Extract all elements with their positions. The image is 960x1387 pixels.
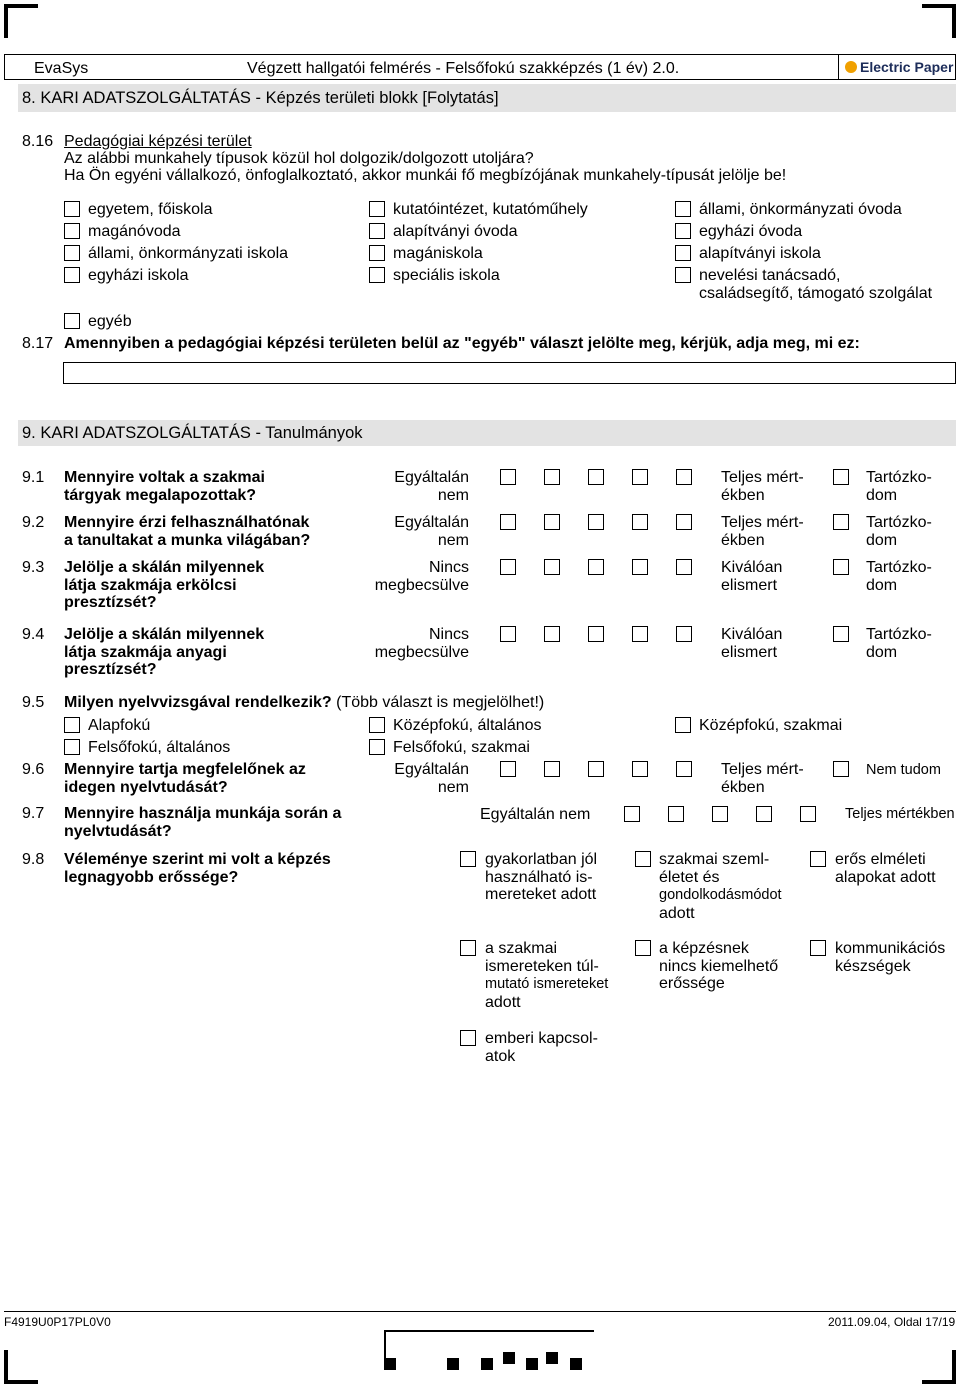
date-and-page: 2011.09.04, Oldal 17/19: [828, 1315, 956, 1329]
q91-scale-4[interactable]: [632, 469, 648, 485]
option-label: Felsőfokú, szakmai: [393, 739, 530, 756]
q97-text: Mennyire használja munkája során a nyelvtudását?: [64, 805, 342, 840]
q92-scale-right: Teljes mért- ékben: [721, 514, 804, 549]
q96-number: 9.6: [22, 761, 45, 778]
q98-option-3-checkbox[interactable]: [810, 851, 826, 867]
checkbox-maganiskola[interactable]: [369, 245, 385, 261]
q91-text: Mennyire voltak a szakmai tárgyak megalapozottak?: [64, 469, 265, 504]
q96-scale-4[interactable]: [632, 761, 648, 777]
q96-scale-right: Teljes mért- ékben: [721, 761, 804, 796]
q91-scale-2[interactable]: [544, 469, 560, 485]
q94-na-label: Tartózko- dom: [866, 626, 932, 661]
q98-option-6-label: kommunikációs készségek: [835, 940, 946, 975]
q96-text: Mennyire tartja megfelelőnek az idegen nyelvtudását?: [64, 761, 306, 796]
q91-scale-1[interactable]: [500, 469, 516, 485]
q94-scale-left: Nincs megbecsülve: [374, 626, 469, 661]
q94-scale-2[interactable]: [544, 626, 560, 642]
q97-scale-5[interactable]: [800, 806, 816, 822]
option-label: egyéb: [88, 313, 132, 330]
checkbox-alapitvanyi-iskola[interactable]: [675, 245, 691, 261]
q93-scale-5[interactable]: [676, 559, 692, 575]
option-label: Középfokú, szakmai: [699, 717, 843, 734]
option-label: egyetem, főiskola: [88, 201, 213, 218]
corner-mark-top-left: [4, 4, 38, 38]
q96-scale-left: Egyáltalán nem: [394, 761, 469, 796]
q92-scale-left: Egyáltalán nem: [394, 514, 469, 549]
checkbox-specialis-iskola[interactable]: [369, 267, 385, 283]
q93-na-label: Tartózko- dom: [866, 559, 932, 594]
q92-na-checkbox[interactable]: [833, 514, 849, 530]
option-label: magániskola: [393, 245, 483, 262]
q92-number: 9.2: [22, 514, 45, 531]
q98-option-3-label: erős elméleti alapokat adott: [835, 851, 936, 886]
q93-scale-3[interactable]: [588, 559, 604, 575]
q817-question: Amennyiben a pedagógiai képzési területen belül az "egyéb" választ jelölte meg, kérjük, adja meg, mi ez:: [64, 335, 860, 352]
q98-text: Véleménye szerint mi volt a képzés legnagyobb erőssége?: [64, 851, 331, 886]
checkbox-egyetem[interactable]: [64, 201, 80, 217]
corner-mark-bottom-right: [922, 1350, 956, 1384]
q93-scale-4[interactable]: [632, 559, 648, 575]
q91-na-label: Tartózko- dom: [866, 469, 932, 504]
checkbox-egyhazi-iskola[interactable]: [64, 267, 80, 283]
q92-scale-3[interactable]: [588, 514, 604, 530]
q816-instruction: Ha Ön egyéni vállalkozó, önfoglalkoztató, akkor munkái fő megbízójának munkahely-típusát jelölje be!: [64, 167, 787, 184]
q816-title: Pedagógiai képzési terület: [64, 133, 252, 150]
q98-option-5-checkbox[interactable]: [635, 940, 651, 956]
section-8-title: 8. KARI ADATSZOLGÁLTATÁS - Képzés területi blokk [Folytatás]: [22, 89, 499, 107]
q92-scale-1[interactable]: [500, 514, 516, 530]
q93-scale-left: Nincs megbecsülve: [374, 559, 469, 594]
q97-scale-1[interactable]: [624, 806, 640, 822]
footer-rule: [4, 1311, 956, 1312]
option-label: magánóvoda: [88, 223, 181, 240]
survey-title: Végzett hallgatói felmérés - Felsőfokú szakképzés (1 év) 2.0.: [247, 60, 680, 77]
q97-scale-4[interactable]: [756, 806, 772, 822]
q93-text: Jelölje a skálán milyennek látja szakmája erkölcsi presztízsét?: [64, 559, 265, 611]
q98-option-4-checkbox[interactable]: [460, 940, 476, 956]
q91-scale-right: Teljes mért- ékben: [721, 469, 804, 504]
q94-scale-1[interactable]: [500, 626, 516, 642]
q98-option-5-label: a képzésnek nincs kiemelhető erőssége: [659, 940, 779, 992]
q98-option-2-label: szakmai szeml- életet és gondolkodásmódot adott: [659, 851, 782, 922]
option-label: állami, önkormányzati óvoda: [699, 201, 902, 218]
q94-number: 9.4: [22, 626, 45, 643]
q94-text: Jelölje a skálán milyennek látja szakmája anyagi presztízsét?: [64, 626, 265, 678]
q93-scale-right: Kiválóan elismert: [721, 559, 783, 594]
checkbox-felsofoku-altalanos[interactable]: [64, 739, 80, 755]
option-label: speciális iskola: [393, 267, 500, 284]
q97-scale-left: Egyáltalán nem: [480, 806, 591, 823]
header-frame: [4, 54, 838, 80]
q98-option-7-checkbox[interactable]: [460, 1030, 476, 1046]
q98-option-1-checkbox[interactable]: [460, 851, 476, 867]
form-code: F4919U0P17PL0V0: [4, 1315, 111, 1329]
section-9-title: 9. KARI ADATSZOLGÁLTATÁS - Tanulmányok: [22, 424, 363, 442]
checkbox-nevelesi-tanacsado[interactable]: [675, 267, 691, 283]
checkbox-maganovoda[interactable]: [64, 223, 80, 239]
option-label: családsegítő, támogató szolgálat: [699, 285, 933, 302]
q96-na-checkbox[interactable]: [833, 761, 849, 777]
q97-scale-3[interactable]: [712, 806, 728, 822]
q817-text-input[interactable]: [63, 362, 956, 384]
q816-number: 8.16: [22, 133, 54, 150]
checkbox-kutatointezet[interactable]: [369, 201, 385, 217]
q93-scale-2[interactable]: [544, 559, 560, 575]
q94-scale-right: Kiválóan elismert: [721, 626, 783, 661]
q96-scale-3[interactable]: [588, 761, 604, 777]
q91-scale-5[interactable]: [676, 469, 692, 485]
q92-na-label: Tartózko- dom: [866, 514, 932, 549]
q92-scale-5[interactable]: [676, 514, 692, 530]
checkbox-alapitvanyi-ovoda[interactable]: [369, 223, 385, 239]
q817-number: 8.17: [22, 335, 54, 352]
q98-option-4-label: a szakmai ismereteken túl- mutató ismereteket adott: [485, 940, 609, 1011]
corner-mark-bottom-left: [4, 1350, 38, 1384]
option-label: Felsőfokú, általános: [88, 739, 231, 756]
option-label: egyházi óvoda: [699, 223, 803, 240]
option-label: Alapfokú: [88, 717, 151, 734]
checkbox-alapfoku[interactable]: [64, 717, 80, 733]
electric-paper-logo: Electric Paper: [838, 54, 956, 80]
option-label: állami, önkormányzati iskola: [88, 245, 289, 262]
q97-scale-right: Teljes mértékben: [845, 806, 955, 822]
q93-scale-1[interactable]: [500, 559, 516, 575]
checkbox-kozepfoku-szakmai[interactable]: [675, 717, 691, 733]
checkbox-egyeb[interactable]: [64, 313, 80, 329]
corner-mark-top-right: [922, 4, 956, 38]
q816-question: Az alábbi munkahely típusok közül hol dolgozik/dolgozott utoljára?: [64, 150, 534, 167]
q91-scale-3[interactable]: [588, 469, 604, 485]
q98-number: 9.8: [22, 851, 45, 868]
q92-scale-4[interactable]: [632, 514, 648, 530]
scan-code-marks: [384, 1330, 594, 1370]
option-label: nevelési tanácsadó,: [699, 267, 841, 284]
q98-option-7-label: emberi kapcsol- atok: [485, 1030, 598, 1065]
checkbox-felsofoku-szakmai[interactable]: [369, 739, 385, 755]
option-label: egyházi iskola: [88, 267, 189, 284]
q96-scale-2[interactable]: [544, 761, 560, 777]
q97-number: 9.7: [22, 805, 45, 822]
q93-number: 9.3: [22, 559, 45, 576]
q91-number: 9.1: [22, 469, 45, 486]
q96-scale-1[interactable]: [500, 761, 516, 777]
option-label: alapítványi iskola: [699, 245, 821, 262]
q98-option-6-checkbox[interactable]: [810, 940, 826, 956]
q96-na-label: Nem tudom: [866, 762, 941, 778]
q92-scale-2[interactable]: [544, 514, 560, 530]
q92-text: Mennyire érzi felhasználhatónak a tanultakat a munka világában?: [64, 514, 311, 549]
option-label: alapítványi óvoda: [393, 223, 518, 240]
option-label: Középfokú, általános: [393, 717, 542, 734]
q91-scale-left: Egyáltalán nem: [394, 469, 469, 504]
q97-scale-2[interactable]: [668, 806, 684, 822]
q98-option-1-label: gyakorlatban jól használható is- mereteket adott: [485, 851, 598, 903]
q98-option-2-checkbox[interactable]: [635, 851, 651, 867]
q91-na-checkbox[interactable]: [833, 469, 849, 485]
app-name: EvaSys: [34, 60, 89, 77]
q96-scale-5[interactable]: [676, 761, 692, 777]
q93-na-checkbox[interactable]: [833, 559, 849, 575]
q94-na-checkbox[interactable]: [833, 626, 849, 642]
q94-scale-3[interactable]: [588, 626, 604, 642]
checkbox-allami-ovoda[interactable]: [675, 201, 691, 217]
checkbox-kozepfoku-altalanos[interactable]: [369, 717, 385, 733]
checkbox-allami-iskola[interactable]: [64, 245, 80, 261]
q94-scale-5[interactable]: [676, 626, 692, 642]
q95-number: 9.5: [22, 694, 45, 711]
option-label: kutatóintézet, kutatóműhely: [393, 201, 588, 218]
q95-question: Milyen nyelvvizsgával rendelkezik? (Több választ is megjelölhet!): [64, 694, 545, 711]
q94-scale-4[interactable]: [632, 626, 648, 642]
checkbox-egyhazi-ovoda[interactable]: [675, 223, 691, 239]
